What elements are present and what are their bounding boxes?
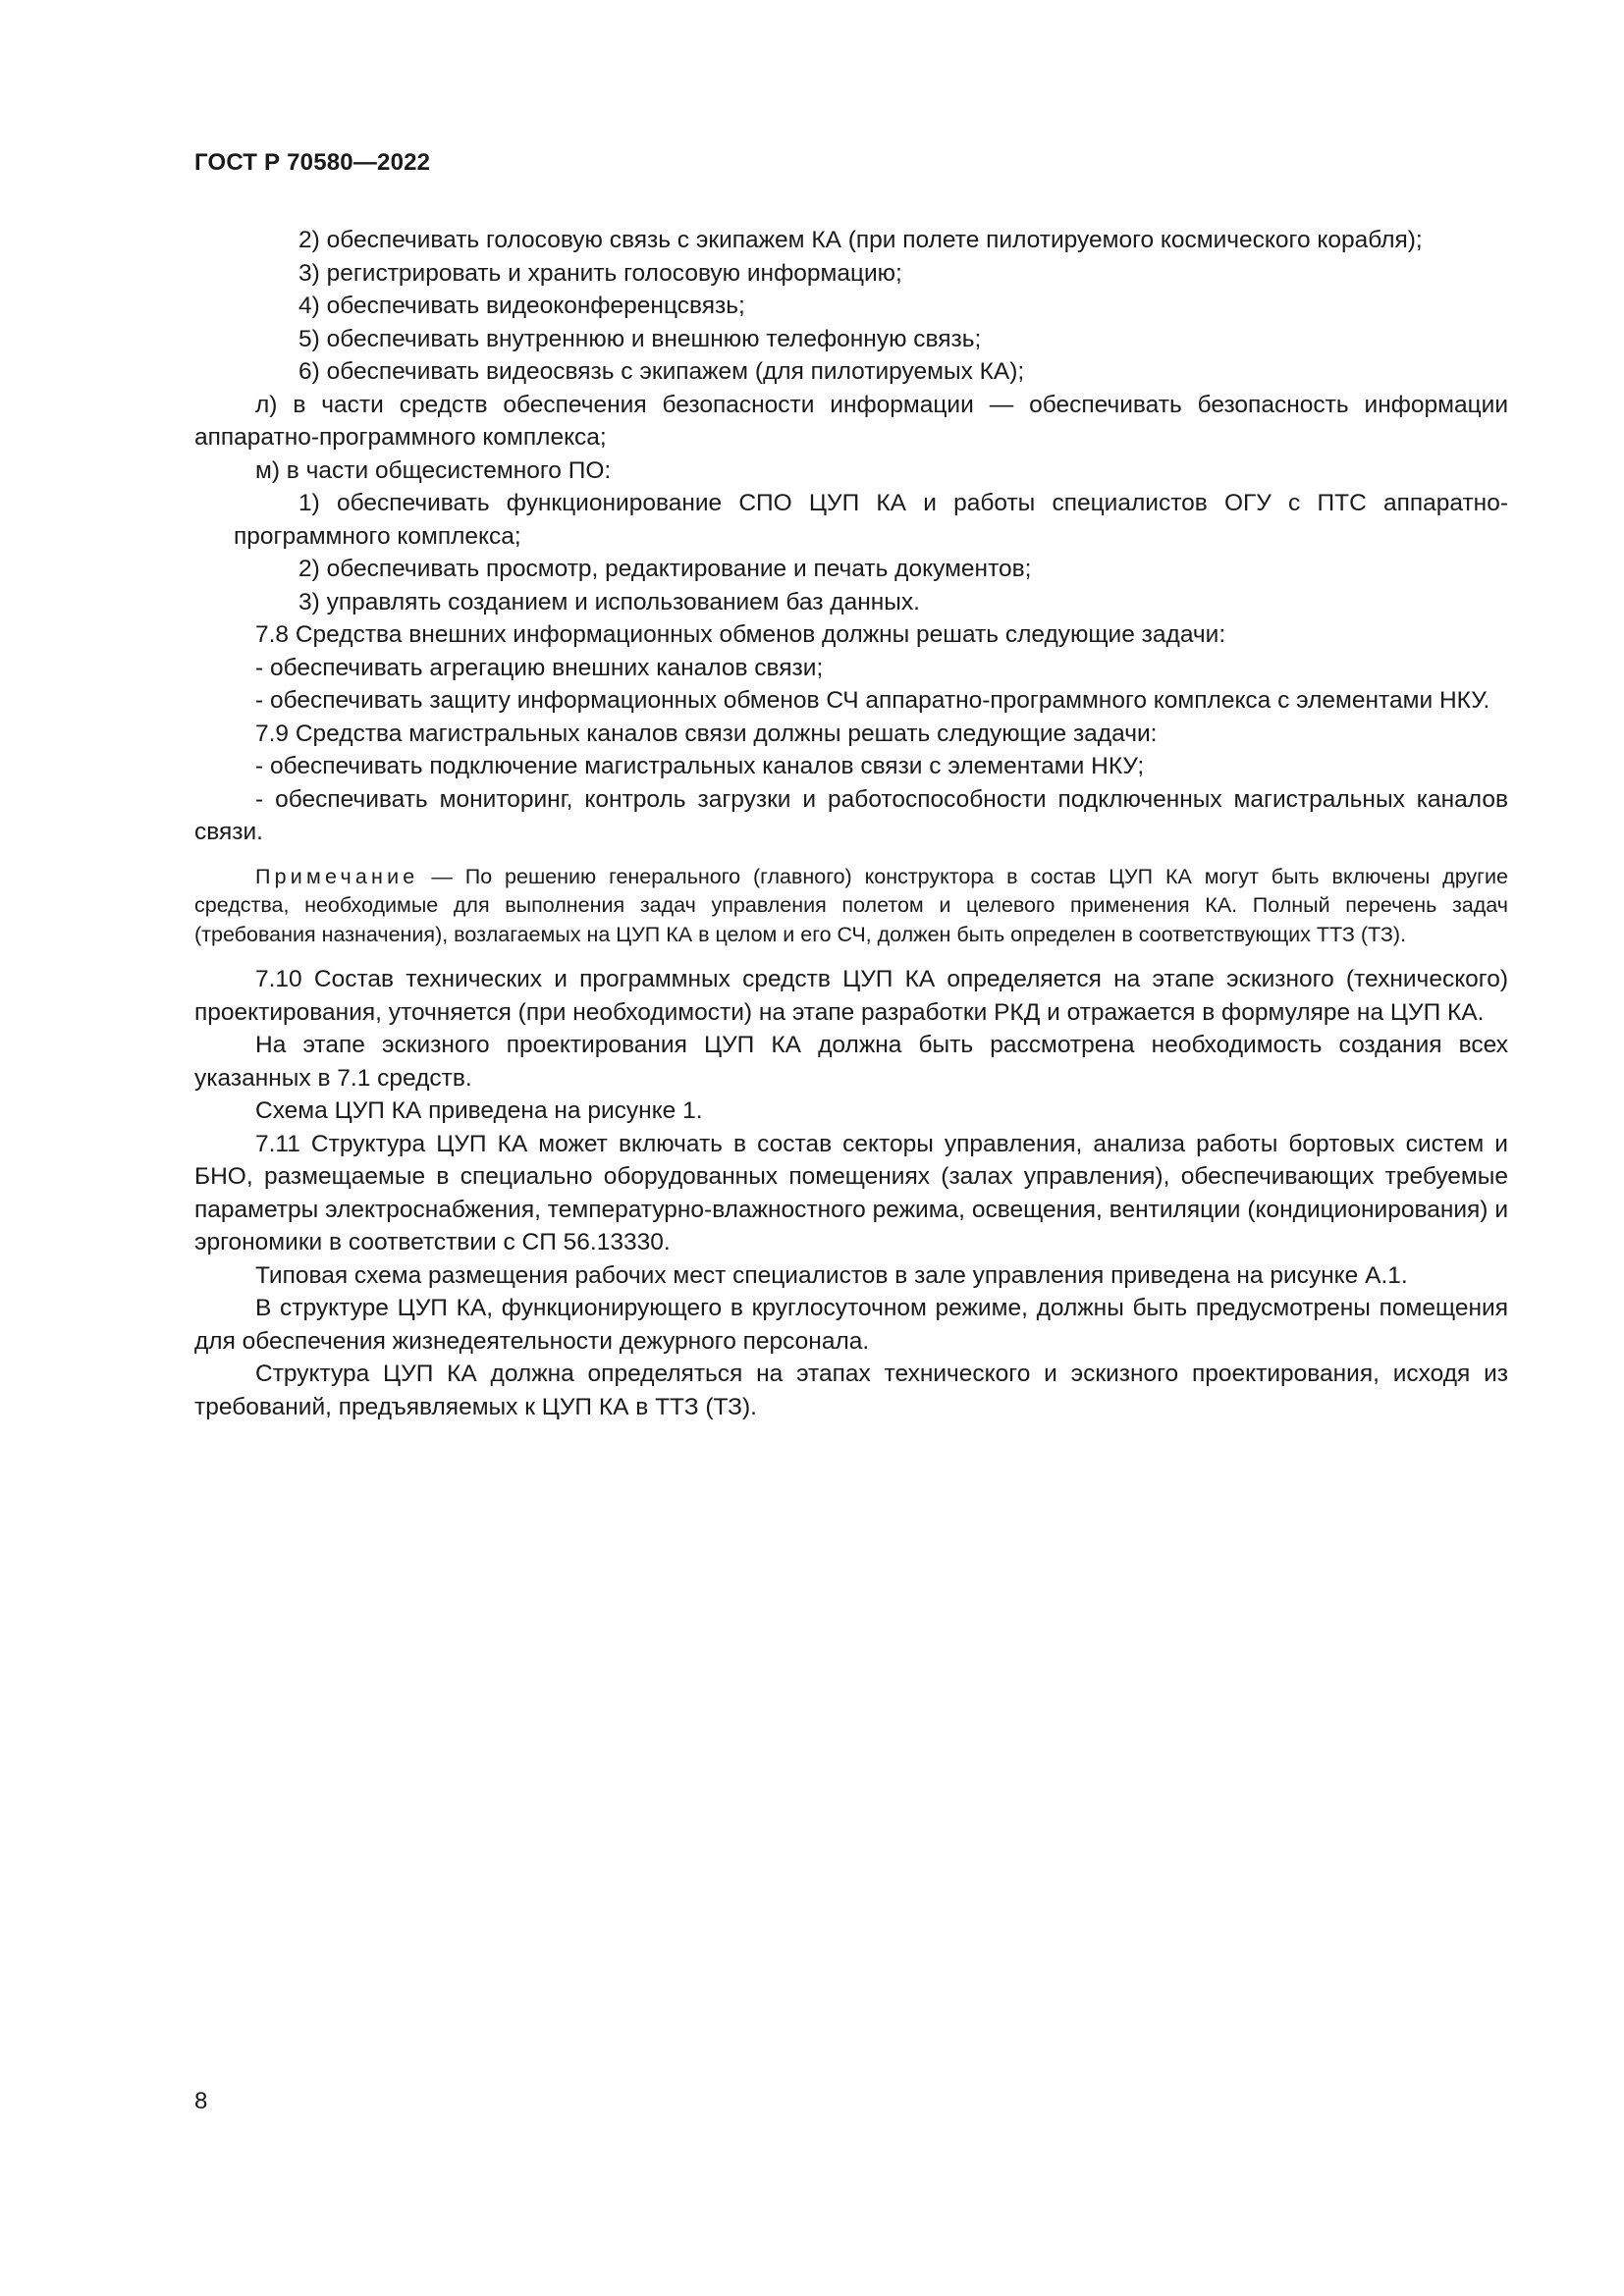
paragraph: В структуре ЦУП КА, функционирующего в круглосуточном режиме, должны быть предусмотрены помещения для обеспечения жизнедеятельности дежурного персонала. xyxy=(194,1295,1508,1355)
note-label: Примечание xyxy=(255,864,419,888)
list-item: - обеспечивать подключение магистральных каналов связи с элементами НКУ; xyxy=(255,753,1145,779)
list-item: 2) обеспечивать просмотр, редактирование и печать документов; xyxy=(298,556,1032,582)
list-item: - обеспечивать агрегацию внешних каналов связи; xyxy=(255,654,824,681)
document-body xyxy=(194,224,1508,1423)
list-item: м) в части общесистемного ПО: xyxy=(255,456,612,484)
list-item: 4) обеспечивать видеоконференцсвязь; xyxy=(298,293,745,319)
list-item: л) в части средств обеспечения безопасности информации — обеспечивать безопасность информации аппаратно-программного комплекса; xyxy=(194,391,1508,451)
paragraph: Схема ЦУП КА приведена на рисунке 1. xyxy=(255,1097,703,1124)
note-paragraph xyxy=(194,863,1508,950)
list-item: - обеспечивать мониторинг, контроль загрузки и работоспособности подключенных магистральных каналов связи. xyxy=(194,785,1508,845)
paragraph: Структура ЦУП КА должна определяться на этапах технического и эскизного проектирования, исходя из требований, предъявляемых к ЦУП КА в ТТЗ (ТЗ). xyxy=(194,1361,1508,1420)
list-item: 3) управлять созданием и использованием баз данных. xyxy=(298,588,920,615)
list-item: 1) обеспечивать функционирование СПО ЦУП КА и работы специалистов ОГУ с ПТС аппаратно-программного комплекса; xyxy=(234,490,1508,550)
document-code-header: ГОСТ Р 70580—2022 xyxy=(194,149,431,176)
list-item: - обеспечивать защиту информационных обменов СЧ аппаратно-программного комплекса с элементами НКУ. xyxy=(255,687,1490,714)
note-text: — По решению генерального (главного) конструктора в состав ЦУП КА могут быть включены другие средства, необходимые для выполнения задач управления полетом и целевого применения КА. Полный перечень задач (требования назначения), возлагаемых на ЦУП КА в целом и его СЧ, должен быть определен в соответствующих ТТЗ (ТЗ). xyxy=(194,864,1508,946)
list-item: 5) обеспечивать внутреннюю и внешнюю телефонную связь; xyxy=(298,325,982,352)
section-paragraph: 7.8 Средства внешних информационных обменов должны решать следующие задачи: xyxy=(255,621,1226,648)
section-paragraph: 7.9 Средства магистральных каналов связи должны решать следующие задачи: xyxy=(255,720,1158,747)
paragraph: Типовая схема размещения рабочих мест специалистов в зале управления приведена на рисунке А.1. xyxy=(255,1261,1408,1289)
section-paragraph: 7.11 Структура ЦУП КА может включать в состав секторы управления, анализа работы бортовых систем и БНО, размещаемые в специально оборудованных помещениях (залах управления), обеспечивающих требуемые параметры электроснабжения, температурно-влажностного режима, освещения, вентиляции (кондиционирования) и эргономики в соответствии с СП 56.13330. xyxy=(194,1130,1508,1255)
list-item: 6) обеспечивать видеосвязь с экипажем (для пилотируемых КА); xyxy=(298,358,1025,385)
page-number: 8 xyxy=(194,2088,208,2114)
list-item: 2) обеспечивать голосовую связь с экипажем КА (при полете пилотируемого космического корабля); xyxy=(298,227,1423,253)
list-item: 3) регистрировать и хранить голосовую информацию; xyxy=(298,259,902,287)
section-paragraph: 7.10 Состав технических и программных средств ЦУП КА определяется на этапе эскизного (технического) проектирования, уточняется (при необходимости) на этапе разработки РКД и отражается в формуляре на ЦУП КА. xyxy=(194,966,1508,1026)
paragraph: На этапе эскизного проектирования ЦУП КА должна быть рассмотрена необходимость создания всех указанных в 7.1 средств. xyxy=(194,1032,1508,1092)
